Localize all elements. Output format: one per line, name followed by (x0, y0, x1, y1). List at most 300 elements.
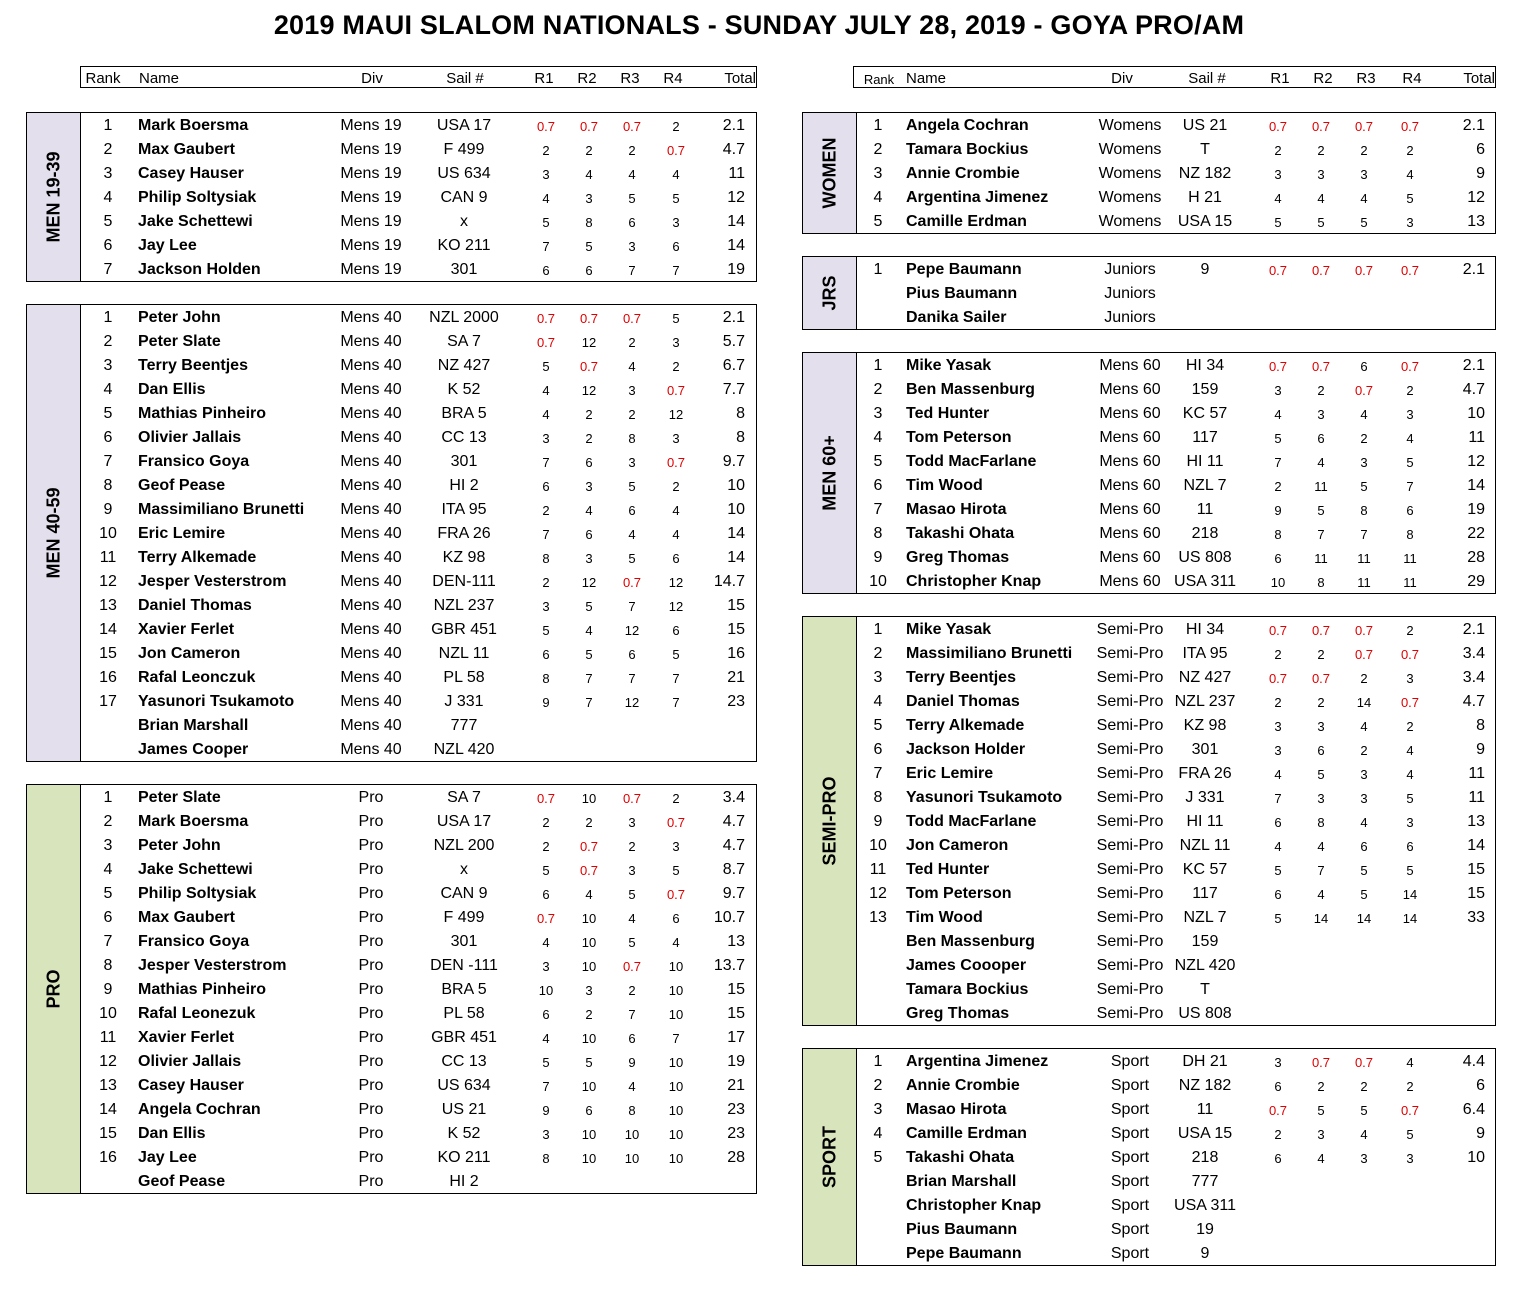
header-name: Name (139, 70, 180, 87)
cell-name: Greg Thomas (906, 549, 1010, 566)
cell-rank: 7 (873, 765, 883, 782)
cell-r3: 4 (628, 359, 636, 374)
cell-sail: K 52 (447, 381, 481, 398)
cell-div: Mens 40 (340, 453, 402, 470)
cell-name: Angela Cochran (906, 117, 1029, 134)
cell-r4: 2 (1406, 383, 1414, 398)
cell-total: 9 (1476, 741, 1485, 758)
header-r4: R4 (1402, 70, 1422, 87)
cell-total: 14 (727, 213, 745, 230)
table-row (27, 1074, 758, 1098)
cell-name: Todd MacFarlane (906, 813, 1037, 830)
cell-r2: 3 (1317, 791, 1325, 806)
cell-sail: PL 58 (443, 1005, 485, 1022)
table-row (27, 786, 758, 810)
cell-r2: 12 (581, 335, 597, 350)
cell-name: Massimiliano Brunetti (906, 645, 1073, 662)
group-label: SEMI-PRO (819, 776, 839, 866)
cell-r1: 6 (542, 647, 550, 662)
cell-sail: US 634 (437, 165, 491, 182)
cell-name: Jake Schettewi (138, 213, 253, 230)
table-row (803, 690, 1497, 714)
cell-div: Mens 40 (340, 501, 402, 518)
cell-r2: 8 (1317, 815, 1325, 830)
cell-r4: 0.7 (1400, 695, 1420, 710)
cell-r4: 4 (672, 167, 680, 182)
cell-rank: 7 (873, 501, 883, 518)
cell-rank: 2 (873, 381, 883, 398)
cell-name: Olivier Jallais (138, 429, 242, 446)
cell-sail: 9 (1200, 1245, 1210, 1262)
cell-r1: 4 (542, 407, 550, 422)
cell-div: Mens 40 (340, 477, 402, 494)
cell-rank: 2 (103, 813, 113, 830)
cell-total: 9 (1476, 165, 1485, 182)
cell-div: Semi-Pro (1096, 933, 1164, 950)
cell-r1: 0.7 (536, 311, 556, 326)
cell-name: Brian Marshall (138, 717, 249, 734)
cell-r4: 5 (1406, 863, 1414, 878)
cell-rank: 2 (103, 333, 113, 350)
cell-sail: BRA 5 (441, 405, 487, 422)
cell-rank: 3 (873, 405, 883, 422)
cell-r1: 4 (542, 1031, 550, 1046)
cell-total: 3.4 (1462, 645, 1485, 662)
cell-r1: 2 (1274, 695, 1282, 710)
cell-r3: 0.7 (1354, 383, 1374, 398)
cell-div: Sport (1110, 1245, 1150, 1262)
header-name: Name (906, 70, 947, 87)
cell-sail: US 21 (1182, 117, 1228, 134)
cell-rank: 7 (103, 933, 113, 950)
cell-r2: 2 (585, 407, 593, 422)
cell-rank: 1 (103, 117, 113, 134)
cell-r4: 10 (668, 1151, 684, 1166)
cell-sail: NZL 237 (433, 597, 495, 614)
cell-r4: 5 (672, 647, 680, 662)
cell-sail: DH 21 (1182, 1053, 1228, 1070)
cell-r1: 3 (1274, 743, 1282, 758)
cell-name: Masao Hirota (906, 501, 1007, 518)
cell-r3: 3 (1360, 167, 1368, 182)
cell-rank: 13 (99, 1077, 117, 1094)
cell-rank: 13 (869, 909, 887, 926)
table-row (803, 522, 1497, 546)
cell-rank: 1 (873, 357, 883, 374)
cell-sail: HI 11 (1186, 453, 1224, 470)
cell-r3: 8 (1360, 503, 1368, 518)
cell-r4: 5 (672, 863, 680, 878)
cell-total: 15 (727, 1005, 745, 1022)
table-row (803, 138, 1497, 162)
header-total: Total (1463, 70, 1495, 87)
cell-div: Mens 40 (340, 693, 402, 710)
cell-total: 6 (1476, 141, 1485, 158)
cell-total: 15 (727, 621, 745, 638)
cell-r4: 3 (1406, 407, 1414, 422)
cell-total: 14 (1467, 837, 1485, 854)
header-sail: Sail # (1188, 70, 1226, 87)
cell-div: Semi-Pro (1096, 861, 1164, 878)
cell-r3: 5 (1360, 479, 1368, 494)
cell-rank: 1 (873, 117, 883, 134)
cell-r3: 3 (628, 383, 636, 398)
cell-rank: 2 (873, 645, 883, 662)
cell-div: Womens (1098, 165, 1162, 182)
cell-r3: 5 (1360, 215, 1368, 230)
cell-name: Greg Thomas (906, 1005, 1010, 1022)
cell-total: 2.1 (1462, 621, 1485, 638)
cell-sail: NZ 427 (1178, 669, 1232, 686)
cell-r1: 3 (542, 959, 550, 974)
cell-total: 15 (1467, 885, 1485, 902)
cell-r3: 0.7 (622, 791, 642, 806)
cell-div: Pro (358, 933, 384, 950)
cell-r1: 5 (542, 359, 550, 374)
group-label: WOMEN (819, 137, 839, 209)
cell-rank: 8 (873, 525, 883, 542)
cell-name: Eric Lemire (906, 765, 994, 782)
cell-name: Jake Schettewi (138, 861, 253, 878)
cell-rank: 15 (99, 1125, 117, 1142)
cell-r3: 2 (628, 407, 636, 422)
cell-rank: 4 (873, 693, 883, 710)
cell-total: 11 (1468, 765, 1485, 782)
cell-rank: 4 (873, 429, 883, 446)
cell-r1: 10 (538, 983, 554, 998)
table-row (803, 426, 1497, 450)
cell-r3: 4 (628, 1079, 636, 1094)
cell-sail: US 808 (1178, 549, 1232, 566)
cell-total: 23 (727, 1125, 745, 1142)
cell-r1: 0.7 (536, 335, 556, 350)
cell-sail: 777 (450, 717, 478, 734)
cell-r1: 3 (542, 167, 550, 182)
cell-r3: 2 (628, 983, 636, 998)
cell-div: Semi-Pro (1096, 813, 1164, 830)
cell-r3: 3 (1360, 791, 1368, 806)
cell-div: Mens 40 (340, 549, 402, 566)
cell-div: Mens 60 (1099, 357, 1161, 374)
cell-r2: 6 (1317, 743, 1325, 758)
group-sport (802, 1048, 1496, 1266)
cell-r2: 4 (1317, 191, 1325, 206)
cell-r1: 4 (1274, 767, 1282, 782)
cell-sail: H 21 (1188, 189, 1222, 206)
cell-r1: 0.7 (536, 911, 556, 926)
cell-total: 2.1 (1462, 357, 1485, 374)
cell-r2: 3 (585, 191, 593, 206)
cell-r4: 6 (1406, 503, 1414, 518)
cell-r1: 6 (542, 263, 550, 278)
cell-total: 11 (1468, 429, 1485, 446)
cell-r1: 7 (542, 1079, 550, 1094)
cell-rank: 1 (103, 309, 113, 326)
cell-sail: HI 34 (1185, 357, 1225, 374)
table-row (803, 1098, 1497, 1122)
cell-rank: 11 (99, 549, 117, 566)
cell-sail: NZ 182 (1178, 165, 1232, 182)
cell-sail: 301 (450, 453, 478, 470)
cell-sail: 777 (1191, 1173, 1219, 1190)
table-row (27, 1122, 758, 1146)
cell-div: Semi-Pro (1096, 909, 1164, 926)
cell-name: Mathias Pinheiro (138, 405, 267, 422)
cell-r4: 10 (668, 1103, 684, 1118)
cell-div: Mens 60 (1099, 429, 1161, 446)
cell-name: Tamara Bockius (906, 981, 1029, 998)
cell-r3: 3 (1360, 767, 1368, 782)
cell-div: Mens 60 (1099, 501, 1161, 518)
cell-sail: USA 17 (436, 117, 492, 134)
cell-div: Mens 60 (1099, 549, 1161, 566)
cell-rank: 3 (873, 165, 883, 182)
table-row (803, 762, 1497, 786)
cell-name: Max Gaubert (138, 909, 235, 926)
cell-r2: 0.7 (579, 119, 599, 134)
cell-rank: 4 (873, 189, 883, 206)
cell-r1: 4 (1274, 191, 1282, 206)
cell-r4: 3 (1406, 671, 1414, 686)
cell-name: Argentina Jimenez (906, 189, 1049, 206)
cell-sail: HI 11 (1186, 813, 1224, 830)
cell-r1: 2 (1274, 1127, 1282, 1142)
header-rank: Rank (863, 72, 895, 87)
cell-total: 9 (1476, 1125, 1485, 1142)
cell-name: Eric Lemire (138, 525, 226, 542)
cell-r2: 3 (1317, 719, 1325, 734)
cell-name: Brian Marshall (906, 1173, 1017, 1190)
cell-r1: 8 (542, 671, 550, 686)
cell-div: Pro (358, 813, 384, 830)
cell-div: Mens 40 (340, 645, 402, 662)
table-row (803, 354, 1497, 378)
cell-name: Camille Erdman (906, 213, 1027, 230)
cell-r2: 2 (1317, 143, 1325, 158)
cell-r3: 5 (628, 887, 636, 902)
cell-r3: 6 (628, 647, 636, 662)
cell-div: Mens 19 (340, 213, 402, 230)
cell-r3: 0.7 (622, 575, 642, 590)
cell-sail: HI 34 (1185, 621, 1225, 638)
cell-name: Terry Alkemade (906, 717, 1025, 734)
cell-div: Semi-Pro (1096, 741, 1164, 758)
cell-rank: 10 (99, 1005, 117, 1022)
table-row (27, 1146, 758, 1170)
cell-name: Mark Boersma (138, 813, 249, 830)
cell-name: Jackson Holder (906, 741, 1026, 758)
cell-total: 5.7 (722, 333, 745, 350)
cell-r1: 2 (542, 143, 550, 158)
cell-total: 14 (727, 549, 745, 566)
cell-r3: 9 (628, 1055, 636, 1070)
cell-sail: J 331 (444, 693, 484, 710)
cell-rank: 1 (873, 1053, 883, 1070)
cell-div: Mens 40 (340, 621, 402, 638)
cell-name: Peter John (138, 837, 221, 854)
cell-name: Dan Ellis (138, 381, 206, 398)
cell-r4: 3 (1406, 215, 1414, 230)
table-row (27, 882, 758, 906)
cell-r2: 2 (585, 431, 593, 446)
cell-r3: 12 (624, 623, 640, 638)
cell-r3: 6 (628, 215, 636, 230)
cell-name: Tim Wood (906, 909, 983, 926)
cell-r3: 3 (628, 815, 636, 830)
cell-r3: 12 (624, 695, 640, 710)
cell-name: Peter John (138, 309, 221, 326)
cell-r4: 2 (672, 359, 680, 374)
table-row (803, 570, 1497, 594)
cell-name: Daniel Thomas (906, 693, 1020, 710)
header-r4: R4 (663, 70, 683, 87)
cell-div: Pro (358, 837, 384, 854)
cell-r2: 4 (585, 887, 593, 902)
cell-r4: 12 (668, 599, 684, 614)
cell-r4: 8 (1406, 527, 1414, 542)
cell-r2: 5 (1317, 767, 1325, 782)
cell-r4: 10 (668, 1055, 684, 1070)
cell-total: 14 (727, 525, 745, 542)
cell-r2: 0.7 (579, 311, 599, 326)
cell-name: Jesper Vesterstrom (138, 573, 287, 590)
cell-r2: 6 (585, 1103, 593, 1118)
results-header-left (80, 66, 757, 88)
cell-r3: 3 (1360, 455, 1368, 470)
cell-r4: 7 (672, 263, 680, 278)
cell-r4: 0.7 (666, 815, 686, 830)
cell-r1: 2 (542, 575, 550, 590)
cell-r3: 8 (628, 1103, 636, 1118)
cell-total: 2.1 (722, 309, 745, 326)
cell-sail: PL 58 (443, 669, 485, 686)
cell-name: Todd MacFarlane (906, 453, 1037, 470)
cell-rank: 4 (103, 381, 113, 398)
table-row (803, 930, 1497, 954)
cell-div: Mens 60 (1099, 405, 1161, 422)
cell-sail: HI 2 (449, 477, 479, 494)
cell-r2: 2 (1317, 1079, 1325, 1094)
cell-sail: CC 13 (441, 1053, 487, 1070)
cell-r2: 10 (581, 791, 597, 806)
cell-sail: US 634 (437, 1077, 491, 1094)
cell-div: Mens 60 (1099, 477, 1161, 494)
cell-r3: 5 (628, 935, 636, 950)
table-row (803, 642, 1497, 666)
cell-rank: 1 (103, 789, 113, 806)
cell-r3: 4 (1360, 191, 1368, 206)
cell-r1: 7 (542, 455, 550, 470)
cell-rank: 9 (103, 981, 113, 998)
cell-div: Sport (1110, 1077, 1150, 1094)
group-label: MEN 40-59 (43, 487, 63, 579)
cell-r4: 3 (1406, 815, 1414, 830)
table-row (27, 1098, 758, 1122)
cell-div: Mens 19 (340, 189, 402, 206)
cell-total: 10 (727, 501, 745, 518)
cell-r2: 7 (1317, 527, 1325, 542)
cell-div: Sport (1110, 1053, 1150, 1070)
cell-total: 7.7 (722, 381, 745, 398)
cell-r3: 7 (628, 599, 636, 614)
cell-total: 23 (727, 1101, 745, 1118)
table-row (27, 642, 758, 666)
cell-r1: 7 (542, 527, 550, 542)
cell-r3: 0.7 (622, 959, 642, 974)
table-row (803, 666, 1497, 690)
table-row (27, 618, 758, 642)
cell-div: Pro (358, 1053, 384, 1070)
cell-r2: 12 (581, 383, 597, 398)
table-row (803, 978, 1497, 1002)
header-div: Div (1111, 70, 1133, 87)
cell-r1: 0.7 (536, 791, 556, 806)
cell-div: Pro (358, 1101, 384, 1118)
cell-r3: 5 (628, 191, 636, 206)
cell-rank: 15 (99, 645, 117, 662)
cell-r2: 3 (585, 551, 593, 566)
cell-div: Pro (358, 1125, 384, 1142)
cell-div: Mens 19 (340, 261, 402, 278)
cell-r4: 6 (672, 623, 680, 638)
cell-r2: 5 (1317, 215, 1325, 230)
cell-div: Semi-Pro (1096, 789, 1164, 806)
cell-total: 28 (727, 1149, 745, 1166)
cell-name: Angela Cochran (138, 1101, 261, 1118)
cell-r3: 0.7 (622, 119, 642, 134)
cell-name: Tom Peterson (906, 429, 1012, 446)
cell-r3: 7 (628, 1007, 636, 1022)
group-men-19-39 (26, 112, 757, 282)
cell-r4: 10 (668, 1007, 684, 1022)
cell-r3: 2 (1360, 1079, 1368, 1094)
table-row (803, 714, 1497, 738)
cell-rank: 7 (103, 261, 113, 278)
cell-total: 8 (736, 405, 745, 422)
cell-r4: 5 (1406, 791, 1414, 806)
cell-total: 15 (1467, 861, 1485, 878)
cell-r2: 7 (585, 695, 593, 710)
cell-sail: 301 (450, 261, 478, 278)
cell-r3: 5 (628, 551, 636, 566)
cell-r2: 10 (581, 1079, 597, 1094)
cell-total: 2.1 (1462, 261, 1485, 278)
cell-rank: 4 (103, 861, 113, 878)
group-label: SPORT (819, 1125, 839, 1189)
cell-div: Semi-Pro (1096, 669, 1164, 686)
cell-rank: 5 (873, 453, 883, 470)
header-r2: R2 (577, 70, 597, 87)
cell-r3: 0.7 (1354, 119, 1374, 134)
cell-total: 9.7 (722, 453, 745, 470)
cell-r4: 4 (672, 503, 680, 518)
cell-sail: FRA 26 (437, 525, 491, 542)
table-row (27, 210, 758, 234)
cell-div: Mens 40 (340, 357, 402, 374)
cell-total: 10 (1467, 405, 1485, 422)
cell-total: 4.7 (722, 141, 745, 158)
cell-sail: x (460, 861, 468, 878)
cell-total: 17 (727, 1029, 745, 1046)
cell-r1: 2 (1274, 479, 1282, 494)
cell-name: Terry Beentjes (906, 669, 1016, 686)
cell-div: Pro (358, 861, 384, 878)
table-row (803, 474, 1497, 498)
table-row (27, 162, 758, 186)
group-label: MEN 60+ (819, 435, 839, 511)
cell-r4: 5 (1406, 455, 1414, 470)
cell-name: Xavier Ferlet (138, 1029, 235, 1046)
